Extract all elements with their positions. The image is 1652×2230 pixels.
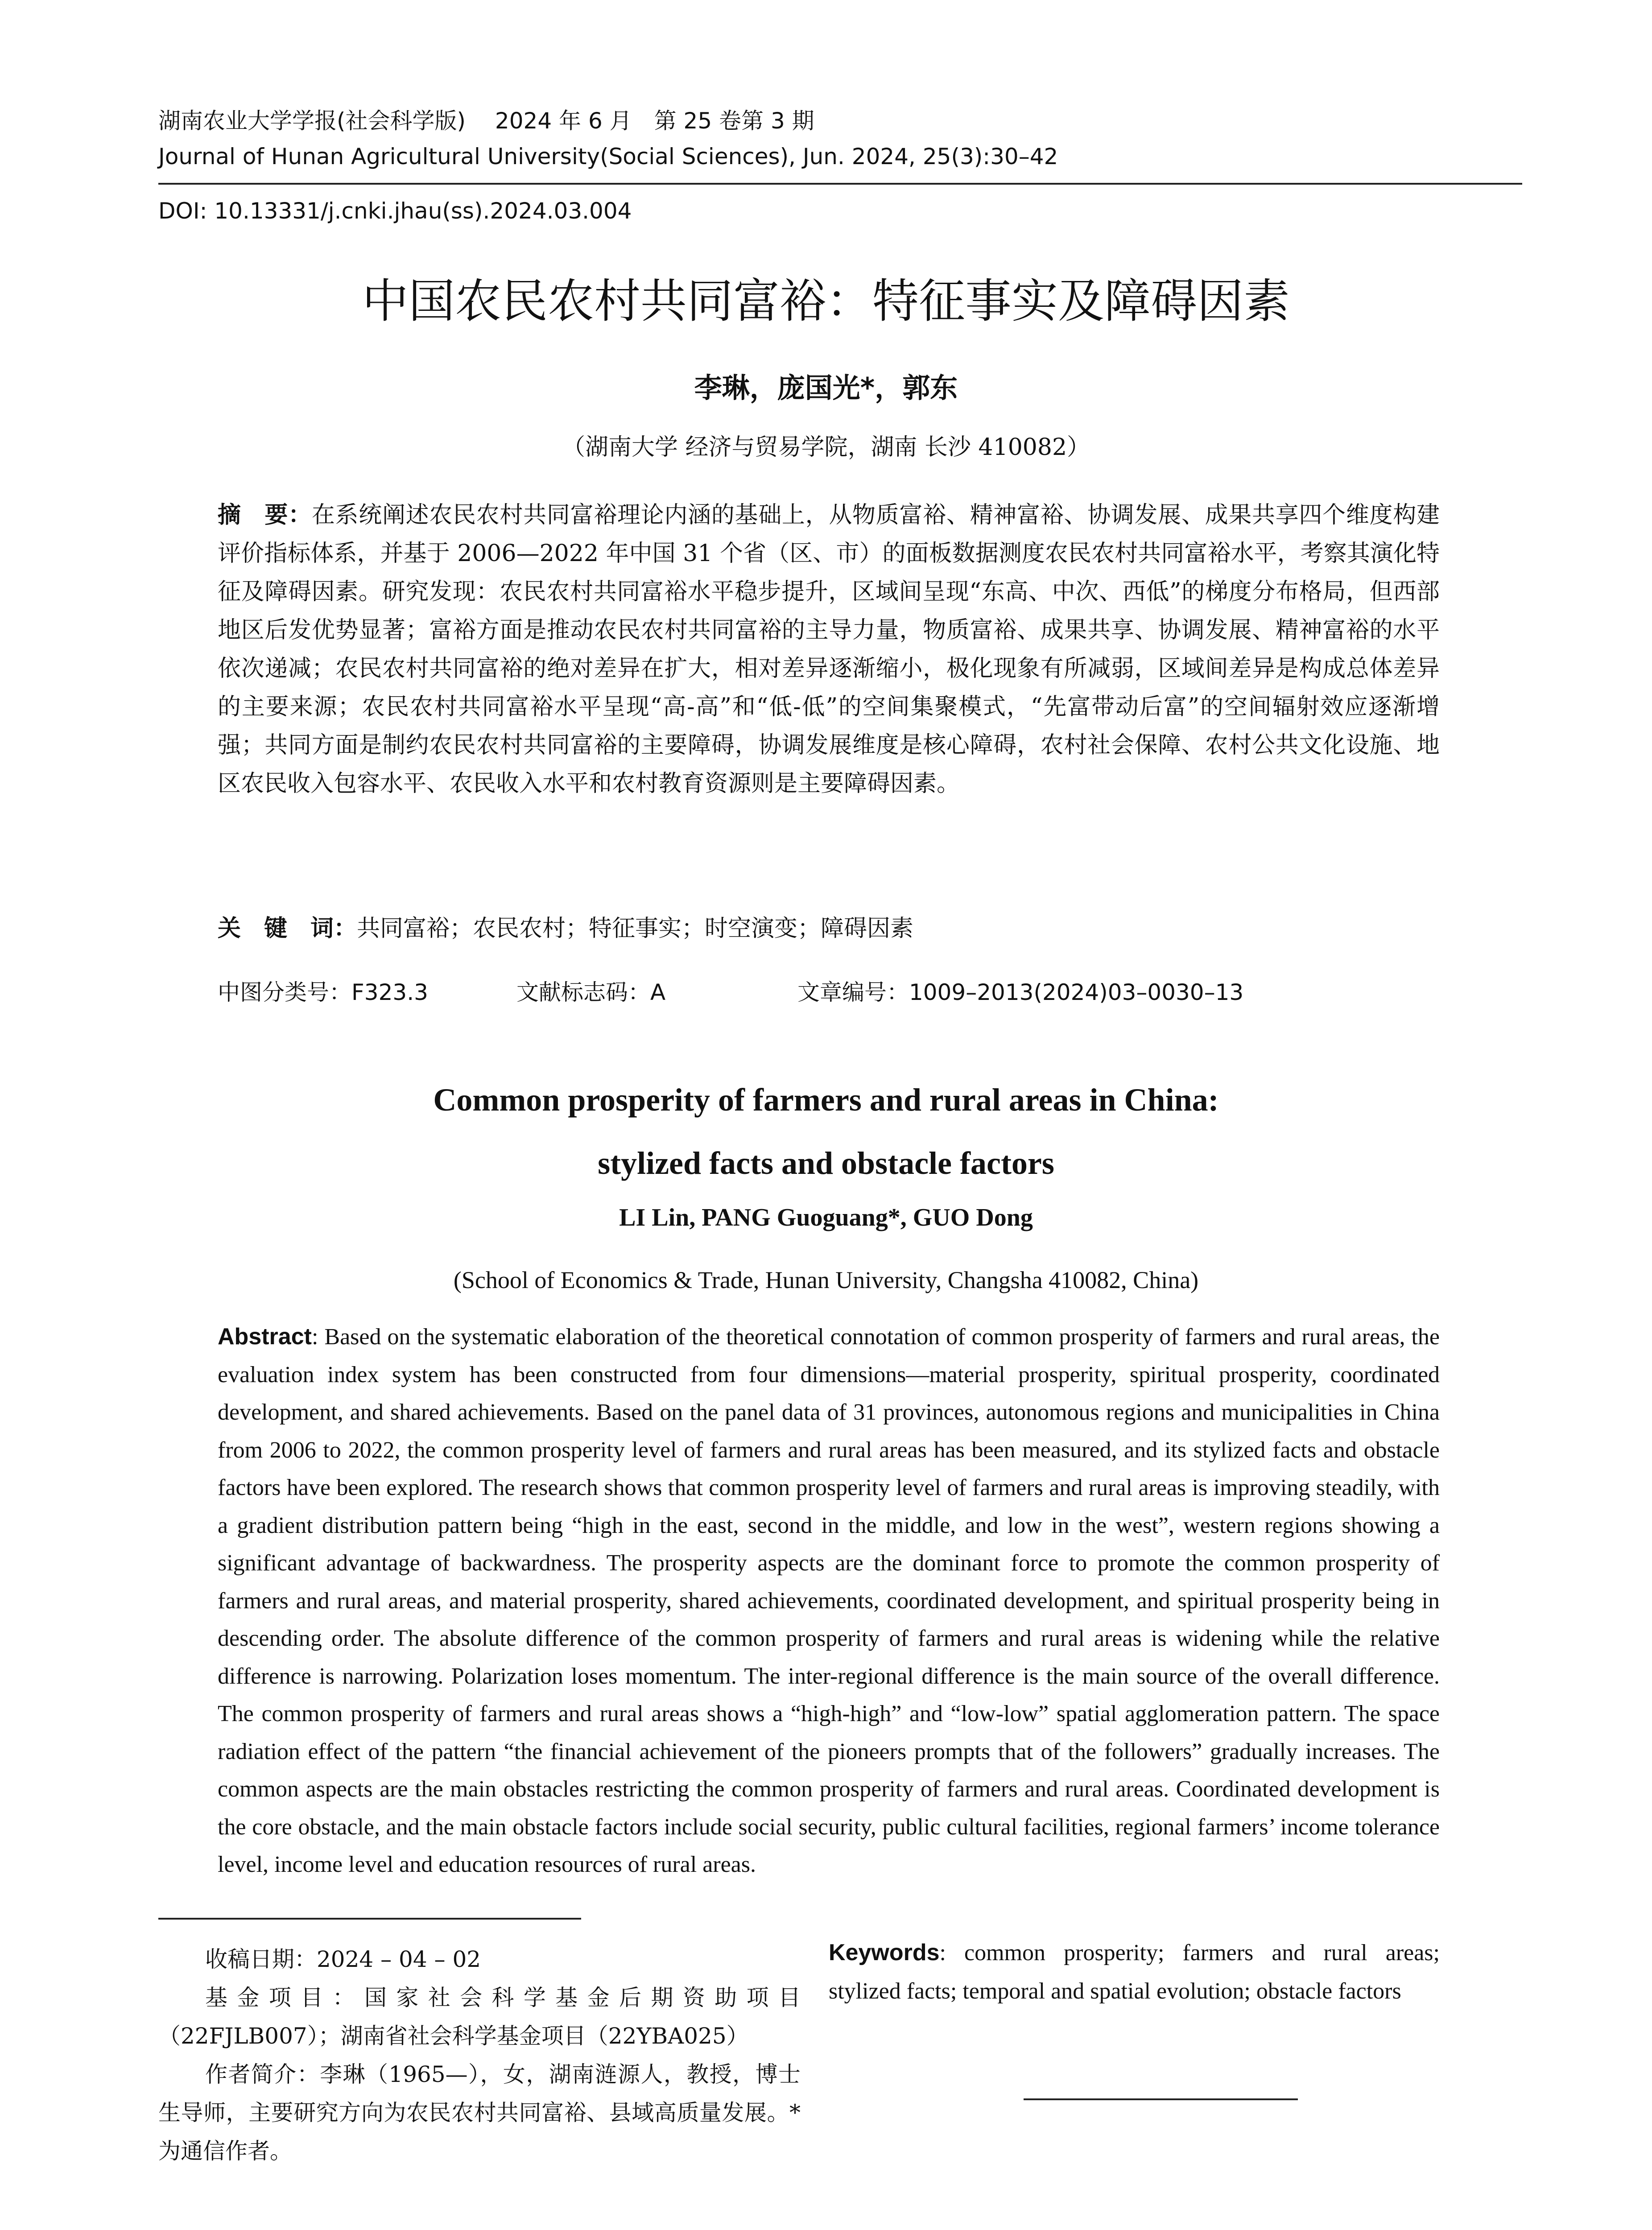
title-en-line2: stylized facts and obstacle factors	[598, 1145, 1054, 1181]
authors-cn: 李琳，庞国光*，郭东	[694, 372, 958, 404]
article-number: 文章编号：1009–2013(2024)03–0030–13	[797, 979, 1244, 1005]
abstract-cn-label: 摘 要：	[218, 502, 312, 529]
received-date: 收稿日期：2024 – 04 – 02	[205, 1946, 481, 1972]
affiliation-en: (School of Economics & Trade, Hunan University, Changsha 410082, China)	[453, 1267, 1199, 1293]
keywords-en-label: Keywords	[829, 1940, 940, 1966]
journal-header-en: Journal of Hunan Agricultural University(Social Sciences), Jun. 2024, 25(3):30–42	[158, 144, 1058, 169]
footnote-divider	[158, 1918, 581, 1920]
doi: DOI: 10.13331/j.cnki.jhau(ss).2024.03.004	[158, 198, 632, 224]
abstract-en-label: Abstract	[218, 1324, 312, 1350]
clc-number: 中图分类号：F323.3	[218, 979, 428, 1005]
title-cn: 中国农民农村共同富裕：特征事实及障碍因素	[362, 274, 1290, 328]
abstract-en	[218, 1318, 1440, 1884]
keywords-en-text: : common prosperity; farmers and rural areas; stylized facts; temporal and spatial evolution; obstacle factors	[829, 1940, 1440, 2004]
journal-header-cn: 湖南农业大学学报(社会科学版) 2024 年 6 月 第 25 卷第 3 期	[158, 108, 814, 134]
section-end-rule	[1024, 2098, 1298, 2100]
classification-row	[218, 975, 1466, 1010]
abstract-en-text: : Based on the systematic elaboration of the theoretical connotation of common prosperity of farmers and rural areas, the evaluation index system has been constructed from four dimensions—material prosperity, spiritual prosperity, coordinated development, and shared achievements. Based on the panel data of 31 provinces, autonomous regions and municipalities in China from 2006 to 2022, the common prosperity level of farmers and rural areas has been measured, and its stylized facts and obstacle factors have been explored. The research shows that common prosperity level of farmers and rural areas is improving steadily, with a gradient distribution pattern being “high in the east, second in the middle, and low in the west”, western regions showing a significant advantage of backwardness. The prosperity aspects are the dominant force to promote the common prosperity of farmers and rural areas, and material prosperity, shared achievements, coordinated development, and spiritual prosperity being in descending order. The absolute difference of the common prosperity of farmers and rural areas is widening while the relative difference is narrowing. Polarization loses momentum. The inter-regional difference is the main source of the overall difference. The common prosperity of farmers and rural areas shows a “high-high” and “low-low” spatial agglomeration pattern. The space radiation effect of the pattern “the financial achievement of the pioneers prompts that of the followers” gradually increases. The common aspects are the main obstacles restricting the common prosperity of farmers and rural areas. Coordinated development is the core obstacle, and the main obstacle factors include social security, public cultural facilities, regional farmers’ income tolerance level, income level and education resources of rural areas.	[218, 1324, 1440, 1877]
title-en	[157, 1068, 1495, 1195]
title-en-line1: Common prosperity of farmers and rural areas in China:	[433, 1082, 1219, 1118]
fund-project: 基金项目：国家社会科学基金后期资助项目（22FJLB007）；湖南省社会科学基金项目（22YBA025）	[158, 1985, 801, 2049]
keywords-cn	[218, 911, 1440, 946]
keywords-cn-label: 关 键 词：	[218, 915, 357, 942]
author-bio: 作者简介：李琳（1965—），女，湖南涟源人，教授，博士生导师，主要研究方向为农民农村共同富裕、县域高质量发展。*为通信作者。	[158, 2061, 801, 2164]
footnotes	[158, 1940, 801, 2170]
header-divider	[158, 183, 1522, 185]
abstract-cn	[218, 496, 1440, 803]
authors-en: LI Lin, PANG Guoguang*, GUO Dong	[619, 1204, 1033, 1231]
keywords-cn-text: 共同富裕；农民农村；特征事实；时空演变；障碍因素	[357, 915, 914, 942]
affiliation-cn: （湖南大学 经济与贸易学院，湖南 长沙 410082）	[562, 434, 1090, 461]
document-code: 文献标志码：A	[516, 979, 666, 1005]
abstract-cn-text: 在系统阐述农民农村共同富裕理论内涵的基础上，从物质富裕、精神富裕、协调发展、成果共享四个维度构建评价指标体系，并基于 2006—2022 年中国 31 个省（区、市）的面板数据测度农民农村共同富裕水平，考察其演化特征及障碍因素。研究发现：农民农村共同富裕水平稳步提升，区域间呈现“东高、中次、西低”的梯度分布格局，但西部地区后发优势显著；富裕方面是推动农民农村共同富裕的主导力量，物质富裕、成果共享、协调发展、精神富裕的水平依次递减；农民农村共同富裕的绝对差异在扩大，相对差异逐渐缩小，极化现象有所减弱，区域间差异是构成总体差异的主要来源；农民农村共同富裕水平呈现“高-高”和“低-低”的空间集聚模式，“先富带动后富”的空间辐射效应逐渐增强；共同方面是制约农民农村共同富裕的主要障碍，协调发展维度是核心障碍，农村社会保障、农村公共文化设施、地区农民收入包容水平、农民收入水平和农村教育资源则是主要障碍因素。	[218, 502, 1440, 797]
keywords-en	[829, 1933, 1440, 2011]
